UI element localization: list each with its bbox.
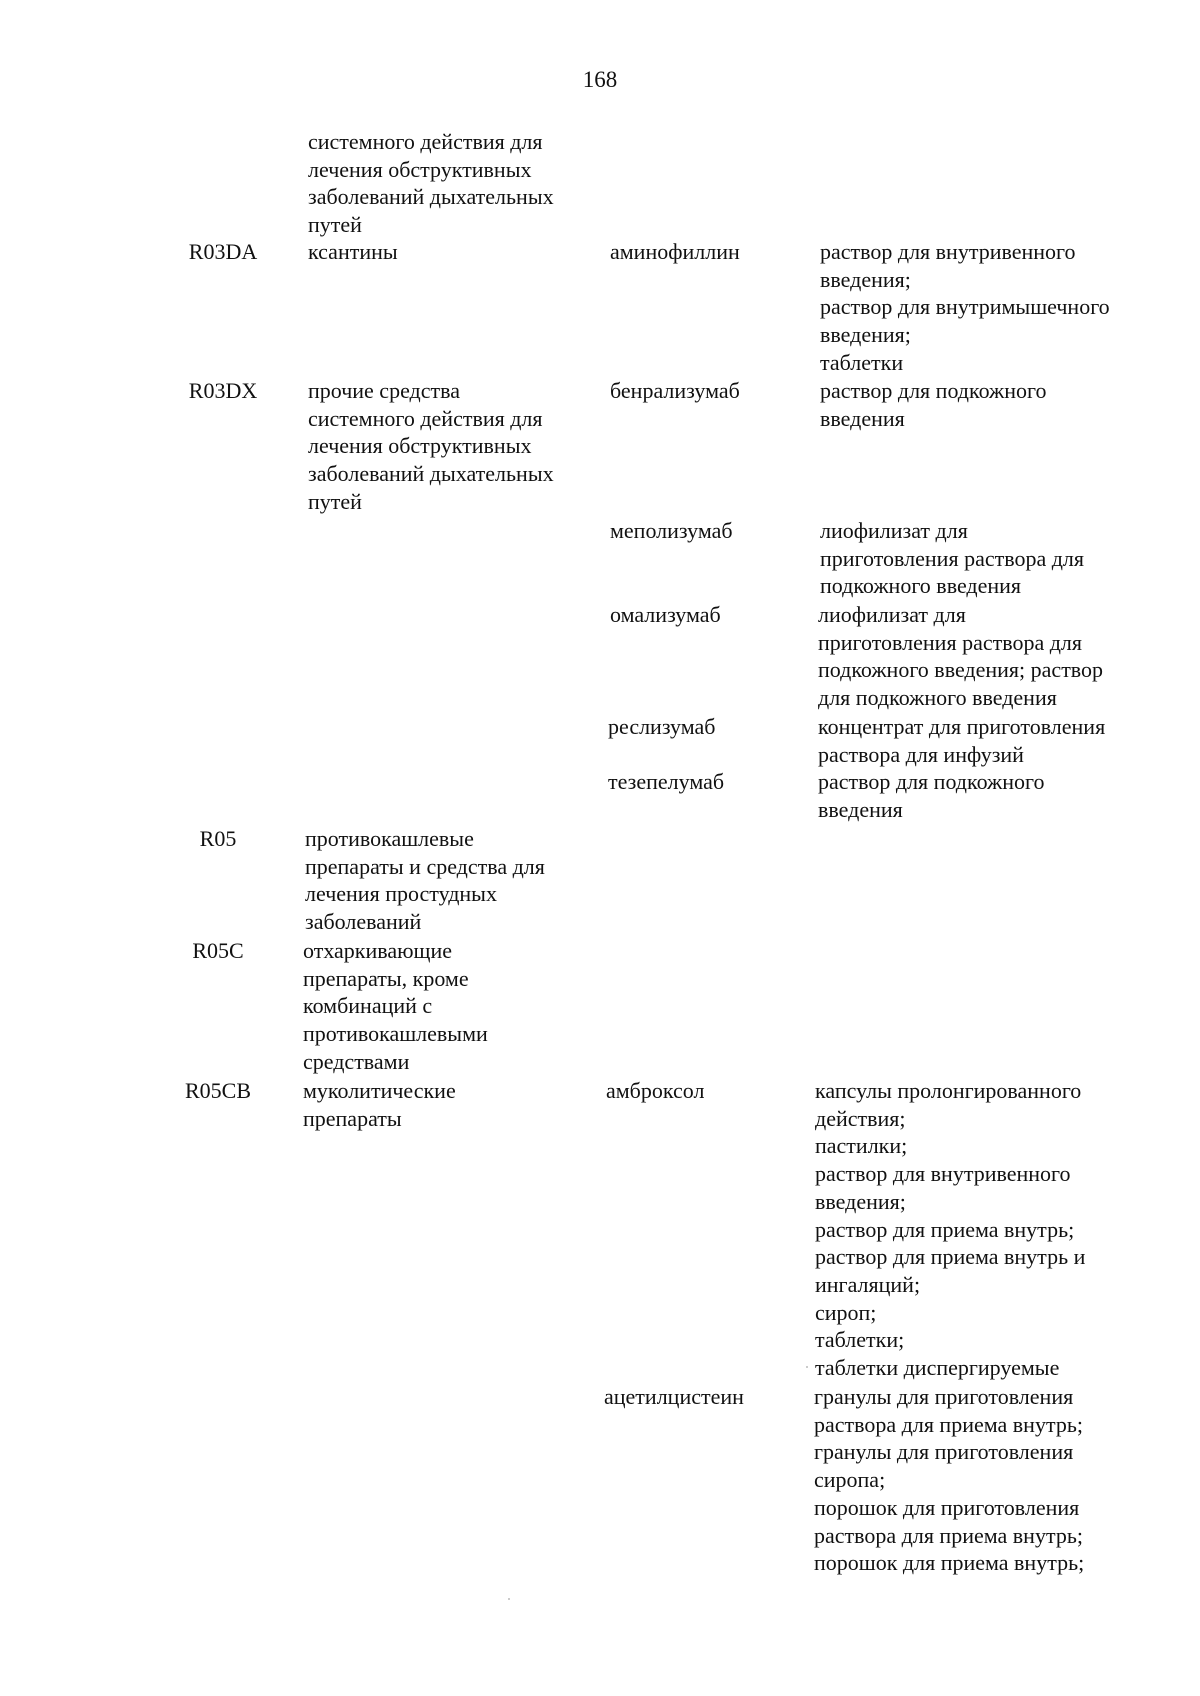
row-2-drug: бенрализумаб (610, 378, 740, 403)
row-10-drug: ацетилцистеин (604, 1384, 744, 1409)
row-6-forms: раствор для подкожного введения (818, 769, 1045, 822)
row-0-group: системного действия для лечения обструктивных заболеваний дыхательных путей (308, 129, 554, 238)
scan-speck (806, 1366, 808, 1368)
row-4-drug: омализумаб (610, 602, 721, 627)
row-1-forms: раствор для внутривенного введения; раствор для внутримышечного введения; таблетки (820, 239, 1110, 375)
row-7-group: противокашлевые препараты и средства для лечения простудных заболеваний (305, 826, 545, 935)
row-9-drug: амброксол (606, 1078, 705, 1103)
row-1-drug: аминофиллин (610, 239, 740, 264)
row-4-forms: лиофилизат для приготовления раствора для подкожного введения; раствор для подкожного введения (818, 602, 1104, 711)
row-5-forms: концентрат для приготовления раствора для инфузий (818, 714, 1106, 767)
row-1-group: ксантины (308, 239, 398, 264)
row-2-forms: раствор для подкожного введения (820, 378, 1047, 431)
row-1-code: R03DA (188, 239, 258, 264)
row-5-drug: реслизумаб (608, 714, 716, 739)
row-2-group: прочие средства системного действия для лечения обструктивных заболеваний дыхательных путей (308, 378, 554, 514)
row-2-code: R03DX (188, 378, 258, 403)
row-8-group: отхаркивающие препараты, кроме комбинаций с противокашлевыми средствами (303, 938, 488, 1074)
scan-speck (508, 1598, 510, 1600)
row-7-code: R05 (199, 826, 237, 851)
page-number: 168 (582, 67, 618, 92)
row-8-code: R05C (192, 938, 244, 963)
row-6-drug: тезепелумаб (608, 769, 725, 794)
row-9-code: R05CB (184, 1078, 252, 1103)
row-10-forms: гранулы для приготовления раствора для приема внутрь; гранулы для приготовления сиропа; порошок для приготовления раствора для приема внутрь; порошок для приема внутрь; (814, 1384, 1085, 1576)
row-3-drug: меполизумаб (610, 518, 733, 543)
row-9-forms: капсулы пролонгированного действия; пастилки; раствор для внутривенного введения; раствор для приема внутрь; раствор для приема внутрь и ингаляций; сироп; таблетки; таблетки диспергируемые (815, 1078, 1086, 1381)
row-9-group: муколитические препараты (303, 1078, 456, 1131)
row-3-forms: лиофилизат для приготовления раствора для подкожного введения (820, 518, 1084, 599)
